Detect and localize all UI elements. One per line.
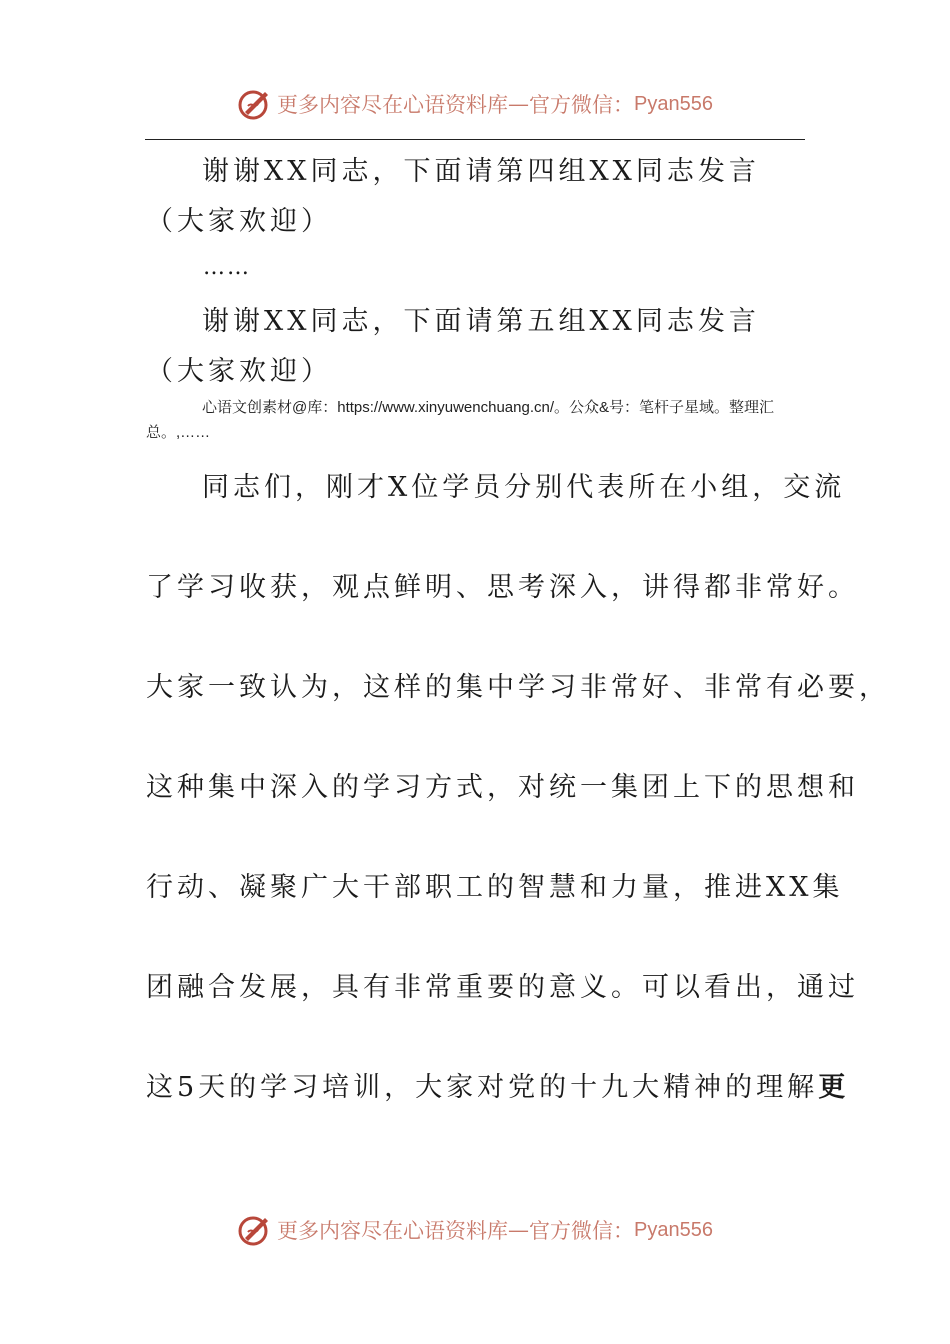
body-line-7: 这5天的学习培训，大家对党的十九大精神的理解更	[146, 1072, 850, 1103]
body-line-5: 行动、凝聚广大干部职工的智慧和力量，推进XX集	[146, 872, 844, 903]
body-line-3: 大家一致认为，这样的集中学习非常好、非常有必要，	[146, 672, 890, 703]
header-dash: —	[508, 92, 530, 116]
pen-logo-icon	[237, 86, 273, 122]
paragraph-group4: 谢谢XX同志，下面请第四组XX同志发言（大家欢迎）	[146, 156, 760, 237]
header-brand-text: 更多内容尽在心语资料库	[277, 93, 509, 117]
header-wechat-label: 官方微信：	[529, 93, 635, 117]
header-divider	[145, 139, 805, 140]
header-wechat-id: Pyan556	[634, 92, 713, 115]
footer-wechat-id: Pyan556	[634, 1218, 713, 1241]
paragraph-group5: 谢谢XX同志，下面请第五组XX同志发言（大家欢迎）	[146, 306, 760, 387]
body-line-2: 了学习收获，观点鲜明、思考深入，讲得都非常好。	[146, 572, 859, 603]
pen-logo-icon	[237, 1212, 273, 1248]
footer-dash: —	[508, 1218, 530, 1242]
ellipsis: ……	[203, 255, 251, 280]
footer-brand-text: 更多内容尽在心语资料库	[277, 1219, 509, 1243]
body-line-4: 这种集中深入的学习方式，对统一集团上下的思想和	[146, 772, 859, 803]
footer-wechat-label: 官方微信：	[529, 1219, 635, 1243]
bold-continuation: 更	[818, 1072, 850, 1103]
body-line-1: 同志们，刚才X位学员分别代表所在小组，交流	[202, 472, 846, 503]
watermark-note: 心语文创素材@库：https://www.xinyuwenchuang.cn/。公众&号：笔杆子星域。整理汇总。,……	[146, 399, 775, 441]
header-banner	[0, 84, 950, 124]
footer-banner	[0, 1210, 950, 1250]
body-line-6: 团融合发展，具有非常重要的意义。可以看出，通过	[146, 972, 859, 1003]
